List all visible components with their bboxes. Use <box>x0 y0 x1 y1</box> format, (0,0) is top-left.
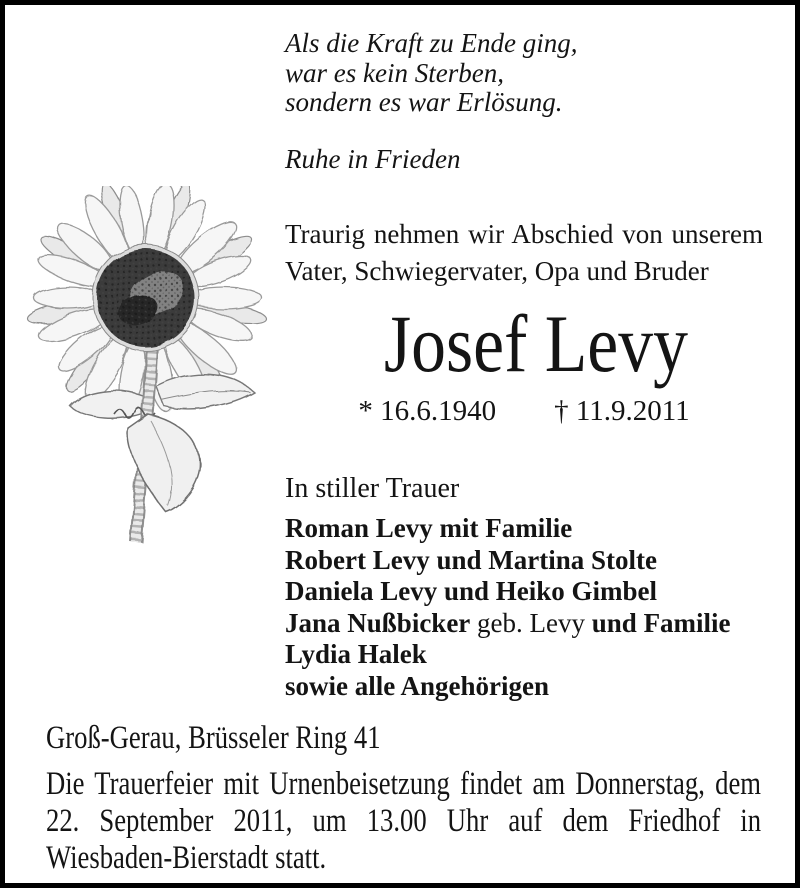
memorial-verse <box>285 29 578 118</box>
life-dates <box>285 395 763 428</box>
funeral-details <box>46 766 761 877</box>
funeral-line: Die Trauerfeier mit Urnenbeisetzung findet am Donnerstag, dem <box>46 766 762 802</box>
deceased-name: Josef Levy <box>384 298 688 389</box>
funeral-line: 22. September 2011, um 13.00 Uhr auf dem Friedhof in <box>46 803 762 839</box>
mourner-name: Jana Nußbicker <box>285 607 471 638</box>
mourners-list <box>285 513 731 702</box>
intro-line: Vater, Schwiegervater, Opa und Bruder <box>285 256 709 286</box>
mourner-name-note: geb. Levy <box>470 607 592 638</box>
funeral-line: Wiesbaden-Bierstadt statt. <box>46 840 327 876</box>
mourner-line: Roman Levy mit Familie <box>285 513 573 543</box>
address-line: Groß-Gerau, Brüsseler Ring 41 <box>46 720 381 756</box>
verse-closing: Ruhe in Frieden <box>285 144 461 174</box>
verse-line: Als die Kraft zu Ende ging, <box>285 28 578 58</box>
mourner-line <box>285 608 731 640</box>
sunflower-illustration <box>26 186 271 556</box>
verse-line: war es kein Sterben, <box>285 57 504 88</box>
mourner-line: Robert Levy und Martina Stolte <box>285 544 657 575</box>
mourner-line: sowie alle Angehörigen <box>285 670 549 701</box>
mourner-line: Daniela Levy und Heiko Gimbel <box>285 576 658 606</box>
mourning-header: In stiller Trauer <box>285 473 460 504</box>
intro-text <box>285 216 763 290</box>
sunflower-group <box>26 186 268 542</box>
death-date: † 11.9.2011 <box>554 395 690 427</box>
verse-line: sondern es war Erlösung. <box>285 87 563 117</box>
flower-disc <box>93 245 199 351</box>
mourner-line: Lydia Halek <box>285 639 427 669</box>
mourner-family: und Familie <box>591 607 731 638</box>
intro-line: Traurig nehmen wir Abschied von unserem <box>285 219 763 249</box>
birth-date: * 16.6.1940 <box>358 395 497 427</box>
funeral-notice <box>46 720 761 877</box>
